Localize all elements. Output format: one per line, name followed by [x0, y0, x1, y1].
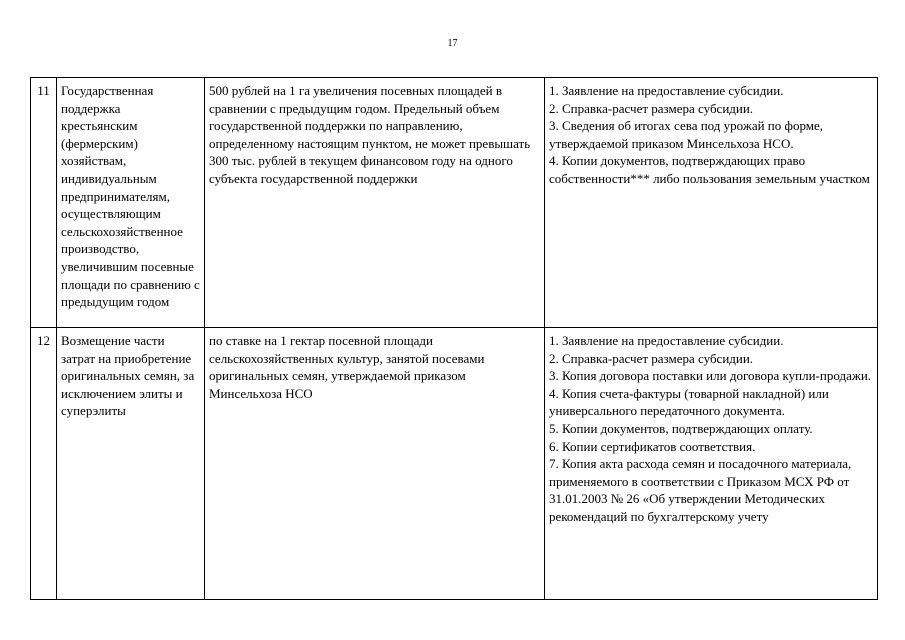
required-documents [545, 328, 878, 600]
document-item: 7. Копия акта расхода семян и посадочного материала, применяемого в соответствии с Приказом МСХ РФ от 31.01.2003 № 26 «Об утверждении Методических рекомендаций по бухгалтерскому учету [549, 456, 852, 524]
subsidy-name [57, 328, 205, 600]
document-item: 6. Копии сертификатов соответствия. [549, 438, 756, 454]
subsidy-rate-text: по ставке на 1 гектар посевной площади сельскохозяйственных культур, занятой посевами оригинальных семян, утверждаемой приказом Минсельхоза НСО [209, 333, 485, 401]
required-documents [545, 78, 878, 328]
document-item: 3. Копия договора поставки или договора купли-продажи. [549, 368, 872, 384]
document-item: 3. Сведения об итогах сева под урожай по форме, утверждаемой приказом Минсельхоза НСО. [549, 118, 823, 151]
subsidy-name-text: Возмещение части затрат на приобретение оригинальных семян, за исключением элиты и суперэлиты [61, 333, 195, 419]
subsidy-name [57, 78, 205, 328]
document-item: 4. Копия счета-фактуры (товарной накладной) или универсального передаточного документа. [549, 385, 829, 419]
document-item: 4. Копии документов, подтверждающих право собственности*** либо пользования земельным участком [549, 153, 870, 186]
document-item: 5. Копии документов, подтверждающих оплату. [549, 420, 813, 436]
subsidy-rate [205, 328, 545, 600]
subsidy-name-text: Государственная поддержка крестьянским (фермерским) хозяйствам, индивидуальным предпринимателям, осуществляющим сельскохозяйственное производство, увеличившим посевные площади по сравнению с предыдущим годом [61, 83, 200, 310]
subsidy-rate [205, 78, 545, 328]
table-row [31, 78, 878, 328]
subsidy-rate-text: 500 рублей на 1 га увеличения посевных площадей в сравнении с предыдущим годом. Предельный объем государственной поддержки по направлению, определенному настоящим пунктом, не может превышать 300 тыс. рублей в текущем финансовом году на одного субъекта государственной поддержки [209, 83, 531, 186]
document-item: 1. Заявление на предоставление субсидии. [549, 333, 784, 348]
document-item: 2. Справка-расчет размера субсидии. [549, 100, 754, 116]
page-number: 17 [447, 38, 458, 49]
table-row [31, 328, 878, 600]
subsidy-table [30, 77, 878, 600]
row-number: 12 [31, 328, 57, 600]
document-item: 2. Справка-расчет размера субсидии. [549, 350, 754, 366]
row-number: 11 [31, 78, 57, 328]
document-item: 1. Заявление на предоставление субсидии. [549, 83, 784, 98]
